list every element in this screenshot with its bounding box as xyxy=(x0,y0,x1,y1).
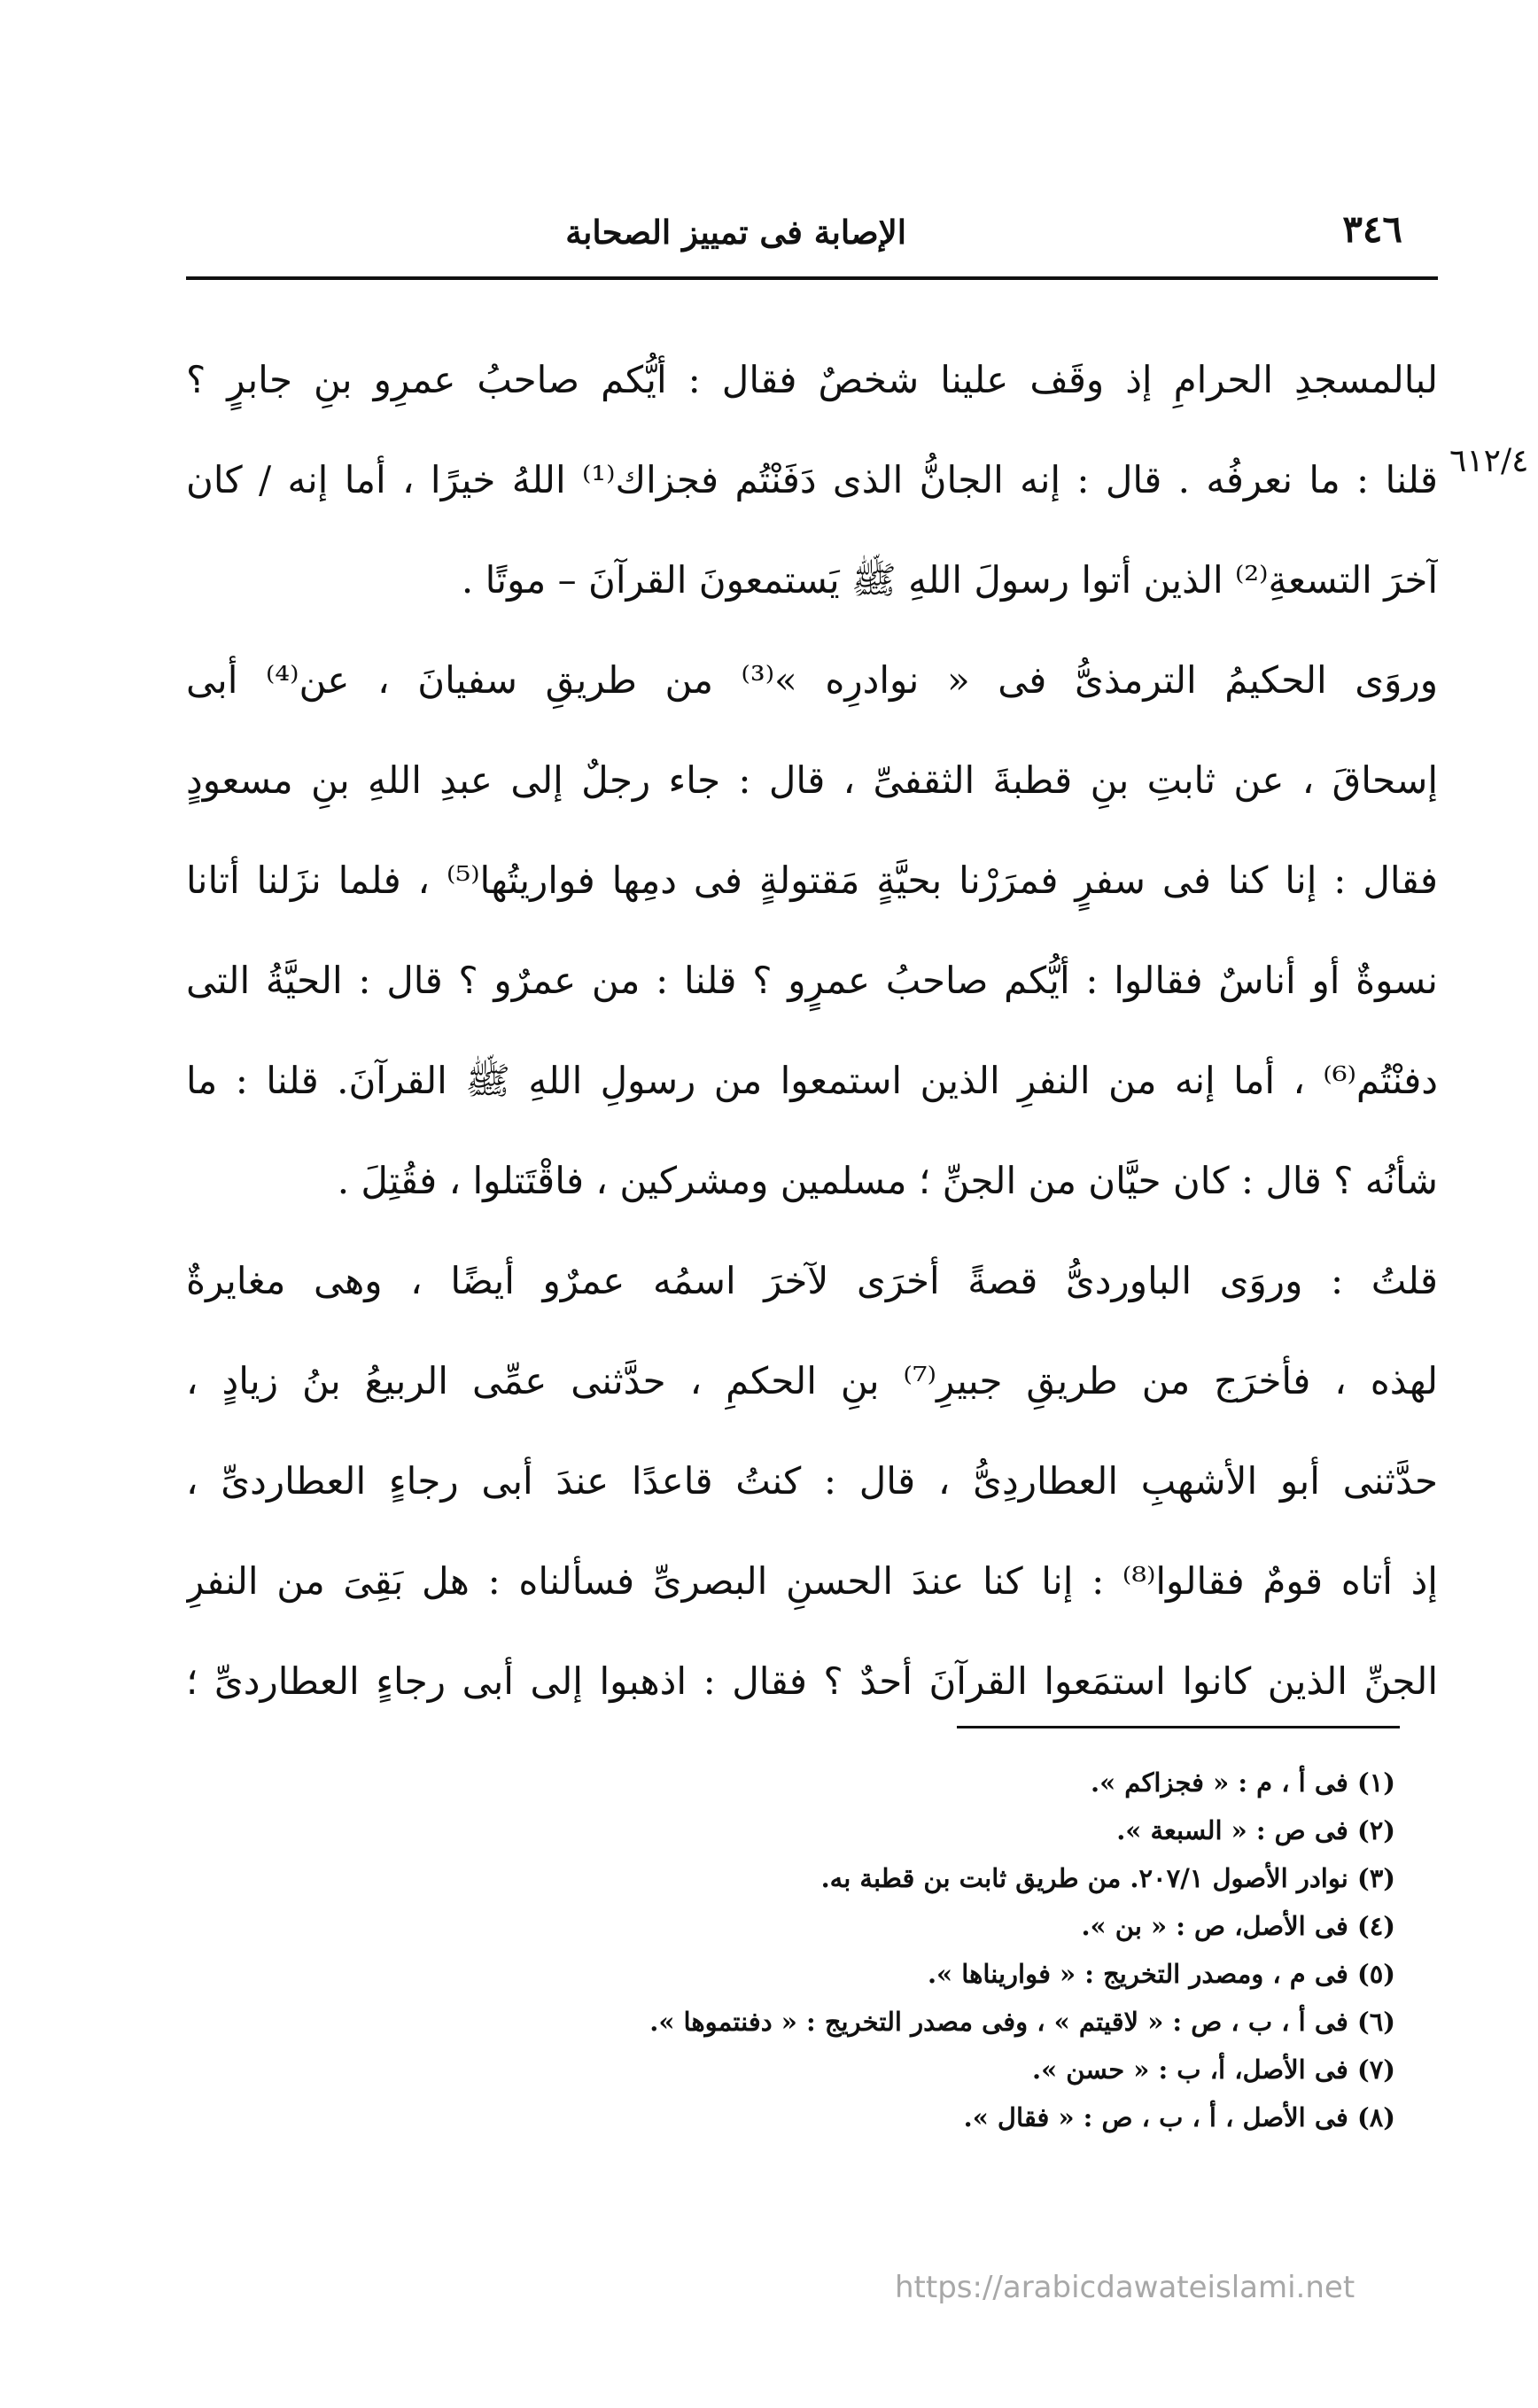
footnote: (٤) فى الأصل، ص : « بن ». xyxy=(1081,1911,1395,1941)
page-number: ٣٤٦ xyxy=(1342,207,1402,251)
text-line: لبالمسجدِ الحرامِ إذ وقَف علينا شخصٌ فقال : أيُّكم صاحبُ عمرِو بنِ جابرٍ ؟ xyxy=(186,358,1438,401)
text-line: إذ أتاه قومٌ فقالوا⁽⁸⁾ : إنا كنا عندَ الحسنِ البصرىِّ فسألناه : هل بَقِىَ من النفرِ xyxy=(186,1559,1438,1603)
margin-volume-page-reference: ٦١٢/٤ xyxy=(1449,443,1529,479)
text-line: قلنا : ما نعرفُه . قال : إنه الجانُّ الذى دَفَنْتُم فجزاك⁽¹⁾ اللهُ خيرًا ، أما إنه / كان xyxy=(186,458,1438,501)
main-text xyxy=(186,330,1438,1731)
footnote: (١) فى أ ، م : « فجزاكم ». xyxy=(1090,1767,1395,1798)
running-header xyxy=(186,200,1438,280)
footnote: (٧) فى الأصل، أ، ب : « حسن ». xyxy=(1031,2055,1395,2085)
text-line: فقال : إنا كنا فى سفرٍ فمرَرْنا بحيَّةٍ مَقتولةٍ فى دمِها فواريتُها⁽⁵⁾ ، فلما نزَلنا أتانا xyxy=(186,858,1438,902)
footnote: (٨) فى الأصل ، أ ، ب ، ص : « فقال ». xyxy=(963,2102,1395,2132)
source-watermark: https://arabicdawateislami.net xyxy=(895,2270,1355,2305)
paragraph xyxy=(186,1231,1438,1731)
text-line: وروَى الحكيمُ الترمذىُّ فى « نوادرِه »⁽³⁾ من طريقِ سفيانَ ، عن⁽⁴⁾ أبى xyxy=(186,658,1438,702)
paragraph xyxy=(186,630,1438,1231)
paragraph xyxy=(186,330,1438,630)
footnote-divider xyxy=(957,1726,1400,1728)
text-line: دفنْتُم⁽⁶⁾ ، أما إنه من النفرِ الذين استمعوا من رسولِ اللهِ ﷺ القرآنَ. قلنا : ما xyxy=(186,1059,1438,1102)
footnote: (٢) فى ص : « السبعة ». xyxy=(1116,1815,1395,1845)
footnote: (٥) فى م ، ومصدر التخريج : « فواريناها ». xyxy=(927,1959,1395,1989)
footnote: (٦) فى أ ، ب ، ص : « لاقيتم » ، وفى مصدر التخريج : « دفنتموها ». xyxy=(649,2007,1395,2037)
footnote: (٣) نوادر الأصول ٢٠٧/١. من طريق ثابت بن قطبة به. xyxy=(820,1863,1395,1893)
text-line: إسحاقَ ، عن ثابتِ بنِ قطبةَ الثقفىِّ ، قال : جاء رجلٌ إلى عبدِ اللهِ بنِ مسعودٍ xyxy=(186,758,1438,802)
text-line: نسوةٌ أو أناسٌ فقالوا : أيُّكم صاحبُ عمرٍو ؟ قلنا : من عمرٌو ؟ قال : الحيَّةُ التى xyxy=(186,959,1438,1002)
text-line: شأنُه ؟ قال : كان حيَّان من الجنِّ ؛ مسلمين ومشركين ، فاقْتَتلوا ، فقُتِلَ . xyxy=(337,1159,1438,1202)
text-line: الجنِّ الذين كانوا استمَعوا القرآنَ أحدٌ ؟ فقال : اذهبوا إلى أبى رجاءٍ العطاردىِّ ؛ xyxy=(186,1659,1438,1703)
book-title: الإصابة فى تمييز الصحابة xyxy=(565,213,906,252)
text-line: آخرَ التسعةِ⁽²⁾ الذين أتوا رسولَ اللهِ ﷺ يَستمعونَ القرآنَ – موتًا . xyxy=(461,558,1438,602)
text-line: حدَّثنى أبو الأشهبِ العطاردِىُّ ، قال : كنتُ قاعدًا عندَ أبى رجاءٍ العطاردىِّ ، xyxy=(186,1459,1438,1503)
footnotes xyxy=(266,1759,1395,2141)
header-divider xyxy=(186,276,1438,280)
text-line: لهذه ، فأخرَج من طريقِ جبيرِ⁽⁷⁾ بنِ الحكمِ ، حدَّثنى عمِّى الربيعُ بنُ زيادٍ ، xyxy=(186,1359,1438,1402)
text-line: قلتُ : وروَى الباوردىُّ قصةً أخرَى لآخرَ اسمُه عمرٌو أيضًا ، وهى مغايرةٌ xyxy=(186,1259,1438,1302)
